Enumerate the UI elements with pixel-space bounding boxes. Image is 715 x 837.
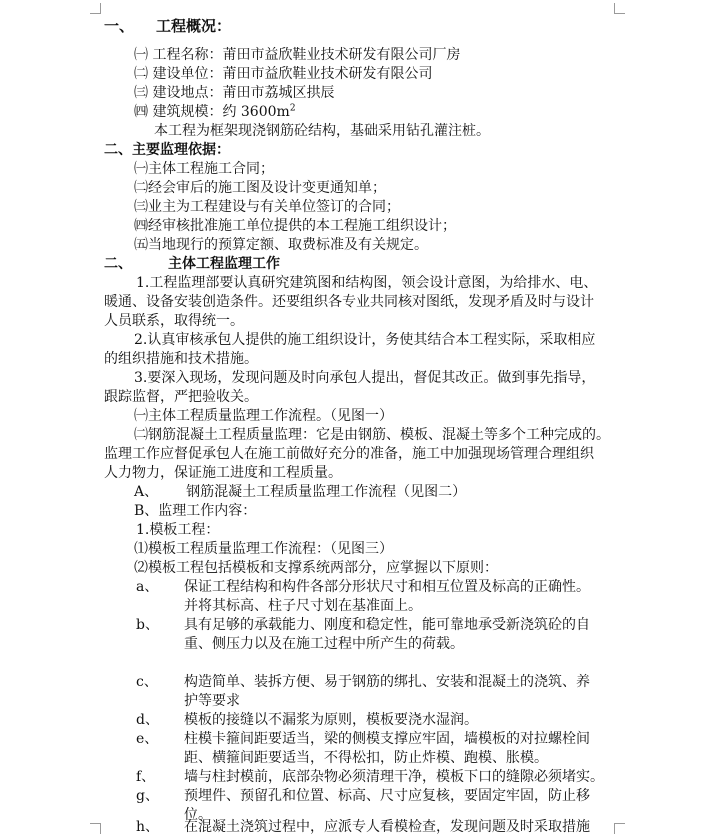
scale-superscript: 2 <box>289 103 296 114</box>
paragraph-line: 监理工作应督促承包人在施工前做好充分的准备，施工中加强现场管理合理组织 <box>104 446 594 462</box>
basis-item: ㈠主体工程施工合同； <box>134 161 274 177</box>
paragraph-line: 2.认真审核承包人提供的施工组织设计，务使其结合本工程实际，采取相应 <box>134 332 596 348</box>
paragraph-line: ㈡钢筋混凝土工程质量监理：它是由钢筋、模板、混凝土等多个工种完成的。 <box>134 427 610 443</box>
subsection-a <box>134 483 466 502</box>
subsection-label: A、 <box>134 484 159 500</box>
principle-line: 墙与柱封模前，底部杂物必须清理干净，模板下口的缝隙必须堵实。 <box>184 769 604 785</box>
principle-line: 具有足够的承载能力、刚度和稳定性，能可靠地承受新浇筑砼的自 <box>184 617 590 633</box>
crop-mark-top-left <box>90 3 101 14</box>
heading-number: 一、 <box>104 17 135 35</box>
principle-line: 并将其标高、柱子尺寸划在基准面上。 <box>184 598 422 614</box>
principle-line: 柱模卡箍间距要适当，梁的侧模支撑应牢固，墙模板的对拉螺栓间 <box>184 731 590 747</box>
heading-number: 二、 <box>104 256 132 272</box>
formwork-point: ⑴模板工程质量监理工作流程：（见图三） <box>134 541 393 557</box>
heading-text: 主体工程监理工作 <box>168 256 280 272</box>
principle-label: h、 <box>136 819 160 835</box>
principle-label: f、 <box>136 769 156 785</box>
principle-line: 模板的接缝以不漏浆为原则，模板要浇水湿润。 <box>184 712 478 728</box>
paragraph-line: 人员联系，取得统一。 <box>104 313 244 329</box>
principle-label: c、 <box>136 674 158 690</box>
formwork-heading: 1.模板工程： <box>136 522 220 538</box>
principle-label: d、 <box>136 712 159 728</box>
principle-line: 在混凝土浇筑过程中，应派专人看模检查，发现问题及时采取措施 <box>184 819 590 835</box>
basis-item: ㈤当地现行的预算定额、取费标准及有关规定。 <box>134 237 428 253</box>
scale-text: ㈣ 建筑规模：约 3600m <box>134 104 290 120</box>
heading-text: 工程概况： <box>156 17 232 35</box>
principle-line: 位。 <box>184 807 212 823</box>
basis-item: ㈡经会审后的施工图及设计变更通知单； <box>134 180 386 196</box>
formwork-point: ⑵模板工程包括模板和支撑系统两部分，应掌握以下原则： <box>134 560 498 576</box>
section-heading-basis: 二、主要监理依据： <box>104 142 230 158</box>
basis-item: ㈢业主为工程建设与有关单位签订的合同； <box>134 199 400 215</box>
crop-mark-top-right <box>614 3 625 14</box>
principle-label: e、 <box>136 731 159 747</box>
overview-item-scale <box>134 103 296 122</box>
paragraph-line: 暖通、设备安装创造条件。还要组织各专业共同核对图纸，发现矛盾及时与设计 <box>104 294 594 310</box>
overview-item-owner: ㈡ 建设单位：莆田市益欣鞋业技术研发有限公司 <box>134 66 433 82</box>
principle-line: 构造简单、装拆方便、易于钢筋的绑扎、安装和混凝土的浇筑、养 <box>184 674 590 690</box>
paragraph-line: 的组织措施和技术措施。 <box>104 351 258 367</box>
principle-label: a、 <box>136 579 159 595</box>
overview-note: 本工程为框架现浇钢筋砼结构，基础采用钻孔灌注桩。 <box>154 123 490 139</box>
principle-line: 预埋件、预留孔和位置、标高、尺寸应复核，要固定牢固，防止移 <box>184 788 590 804</box>
overview-item-name: ㈠ 工程名称：莆田市益欣鞋业技术研发有限公司厂房 <box>134 47 461 63</box>
principle-line: 距、横箍间距要适当，不得松扣，防止炸模、跑模、胀模。 <box>184 750 548 766</box>
section-heading-overview <box>104 17 231 36</box>
basis-item: ㈣经审核批准施工单位提供的本工程施工组织设计； <box>134 218 456 234</box>
subsection-text: 钢筋混凝土工程质量监理工作流程（见图二） <box>186 484 467 500</box>
crop-mark-bottom-left <box>90 823 101 834</box>
paragraph-line: 跟踪监督，严把验收关。 <box>104 389 258 405</box>
principle-label: g、 <box>136 788 159 804</box>
overview-item-location: ㈢ 建设地点：莆田市荔城区拱辰 <box>134 85 335 101</box>
paragraph-line: ㈠主体工程质量监理工作流程。（见图一） <box>134 408 393 424</box>
principle-line: 保证工程结构和构件各部分形状尺寸和相互位置及标高的正确性。 <box>184 579 590 595</box>
paragraph-line: 人力物力，保证施工进度和工程质量。 <box>104 465 342 481</box>
principle-line: 护等要求 <box>184 693 240 709</box>
principle-label: b、 <box>136 617 159 633</box>
paragraph-line: 1.工程监理部要认真研究建筑图和结构图，领会设计意图，为给排水、电、 <box>136 275 598 291</box>
crop-mark-bottom-right <box>614 823 625 834</box>
section-heading-supervision <box>104 255 280 274</box>
subsection-b: B、监理工作内容： <box>134 503 257 519</box>
principle-line: 重、侧压力以及在施工过程中所产生的荷载。 <box>184 636 464 652</box>
paragraph-line: 3.要深入现场，发现问题及时向承包人提出，督促其改正。做到事先指导， <box>134 370 596 386</box>
